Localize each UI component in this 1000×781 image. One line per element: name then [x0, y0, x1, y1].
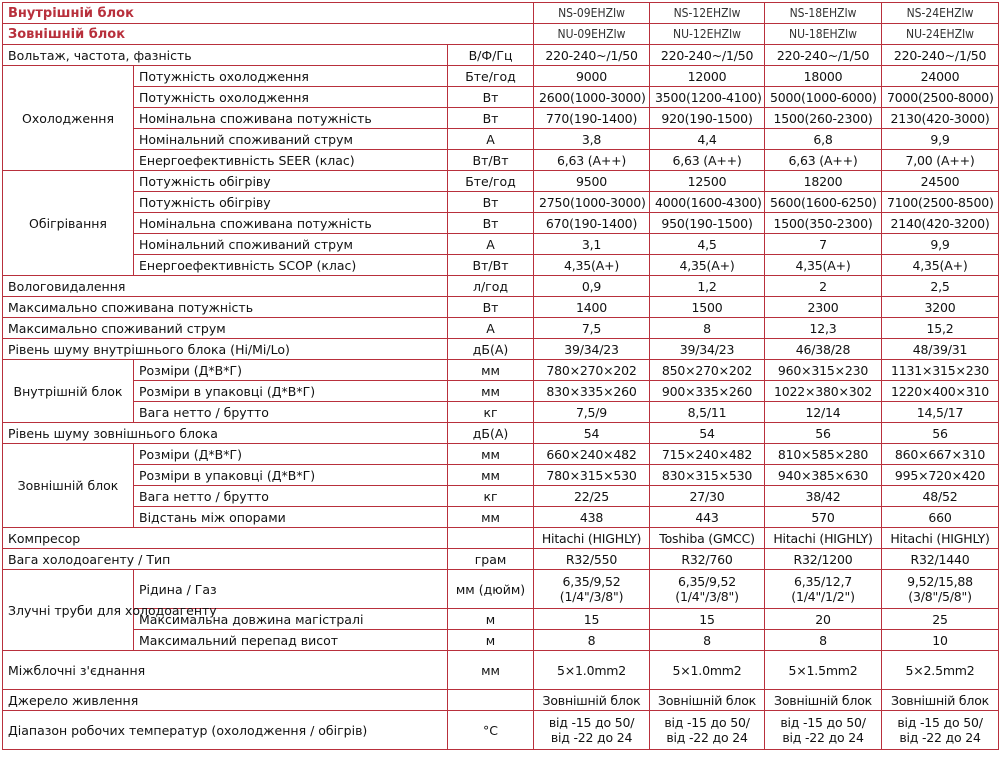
cell: 220-240~/1/50 [882, 45, 999, 66]
cell: 860×667×310 [882, 444, 999, 465]
outdoor-model-3: NU-18EHZIw [765, 24, 882, 45]
cell [882, 570, 999, 609]
cell: 2300 [765, 297, 882, 318]
cell: Зовнішній блок [650, 690, 765, 711]
cell [882, 711, 999, 750]
cell: Hitachi (HIGHLY) [534, 528, 650, 549]
cell: 2,5 [882, 276, 999, 297]
cell: 56 [765, 423, 882, 444]
cell: 5×1.0mm2 [650, 651, 765, 690]
cell: 810×585×280 [765, 444, 882, 465]
row-unit: А [448, 129, 534, 150]
table-row [3, 528, 999, 549]
row-unit: Вт [448, 213, 534, 234]
indoor-model-1: NS-09EHZIw [534, 3, 650, 24]
row-label: Номінальний споживаний струм [134, 129, 448, 150]
table-row [3, 423, 999, 444]
row-label: Розміри (Д*В*Г) [134, 444, 448, 465]
row-label: Максимальна довжина магістралі [134, 609, 448, 630]
row-label: Рівень шуму зовнішнього блока [3, 423, 448, 444]
cell [650, 711, 765, 750]
cell: 443 [650, 507, 765, 528]
cell: 54 [650, 423, 765, 444]
cell: 18000 [765, 66, 882, 87]
cell: 6,8 [765, 129, 882, 150]
cell: 950(190-1500) [650, 213, 765, 234]
row-unit: мм [448, 465, 534, 486]
row-label: Енергоефективність SEER (клас) [134, 150, 448, 171]
cell: 2140(420-3200) [882, 213, 999, 234]
cell: 830×315×530 [650, 465, 765, 486]
cell: 27/30 [650, 486, 765, 507]
cell: 4,5 [650, 234, 765, 255]
table-row [3, 213, 999, 234]
row-unit: мм (дюйм) [448, 570, 534, 609]
row-label: Потужність обігріву [134, 171, 448, 192]
row-label: Розміри в упаковці (Д*В*Г) [134, 465, 448, 486]
cell: 780×315×530 [534, 465, 650, 486]
cell: 995×720×420 [882, 465, 999, 486]
cell: 6,63 (A++) [765, 150, 882, 171]
row-label: Розміри (Д*В*Г) [134, 360, 448, 381]
header-row-outdoor [3, 24, 999, 45]
cell: 6,63 (A++) [534, 150, 650, 171]
cell-line-2: від -22 до 24 [899, 730, 981, 745]
cell: 660 [882, 507, 999, 528]
cell: 780×270×202 [534, 360, 650, 381]
indoor-model-4: NS-24EHZIw [882, 3, 999, 24]
cell: 220-240~/1/50 [765, 45, 882, 66]
group-label-indoor: Внутрішній блок [3, 360, 134, 423]
cell: R32/550 [534, 549, 650, 570]
row-unit: л/год [448, 276, 534, 297]
row-unit: дБ(А) [448, 339, 534, 360]
table-row [3, 711, 999, 750]
row-label: Відстань між опорами [134, 507, 448, 528]
spec-table [2, 2, 999, 750]
cell: 3500(1200-4100) [650, 87, 765, 108]
cell: 1500 [650, 297, 765, 318]
row-label: Вольтаж, частота, фазність [3, 45, 448, 66]
cell-line-1: від -15 до 50/ [664, 715, 750, 730]
row-label: Рідина / Газ [134, 570, 448, 609]
cell-line-1: від -15 до 50/ [780, 715, 866, 730]
table-row [3, 651, 999, 690]
cell: 2600(1000-3000) [534, 87, 650, 108]
table-row [3, 465, 999, 486]
row-unit: А [448, 234, 534, 255]
cell: 15 [534, 609, 650, 630]
table-row [3, 150, 999, 171]
cell-line-2: (1/4"/1/2") [791, 589, 855, 604]
row-label: Енергоефективність SCOP (клас) [134, 255, 448, 276]
group-label-outdoor: Зовнішній блок [3, 444, 134, 528]
cell: 54 [534, 423, 650, 444]
cell: 5×2.5mm2 [882, 651, 999, 690]
row-label: Вага нетто / брутто [134, 402, 448, 423]
cell: 12/14 [765, 402, 882, 423]
cell: R32/1200 [765, 549, 882, 570]
cell: 7000(2500-8000) [882, 87, 999, 108]
cell: 715×240×482 [650, 444, 765, 465]
cell: 9,9 [882, 234, 999, 255]
indoor-model-2: NS-12EHZIw [650, 3, 765, 24]
row-label: Потужність обігріву [134, 192, 448, 213]
indoor-unit-header: Внутрішній блок [3, 3, 534, 24]
table-row [3, 360, 999, 381]
cell: 1220×400×310 [882, 381, 999, 402]
row-unit: мм [448, 507, 534, 528]
cell: 3200 [882, 297, 999, 318]
row-label: Потужність охолодження [134, 87, 448, 108]
row-label: Компресор [3, 528, 448, 549]
row-label: Потужність охолодження [134, 66, 448, 87]
outdoor-model-2: NU-12EHZIw [650, 24, 765, 45]
cell: 920(190-1500) [650, 108, 765, 129]
table-row [3, 45, 999, 66]
row-label: Вологовидалення [3, 276, 448, 297]
table-row [3, 402, 999, 423]
cell: 4,35(A+) [765, 255, 882, 276]
cell-line-1: 6,35/9,52 [677, 574, 737, 589]
cell: 1022×380×302 [765, 381, 882, 402]
cell: 1131×315×230 [882, 360, 999, 381]
cell: 7 [765, 234, 882, 255]
cell: 670(190-1400) [534, 213, 650, 234]
cell: 12000 [650, 66, 765, 87]
cell: 4,4 [650, 129, 765, 150]
cell: 438 [534, 507, 650, 528]
cell: 24500 [882, 171, 999, 192]
cell: 12500 [650, 171, 765, 192]
cell-line-1: 6,35/9,52 [562, 574, 621, 589]
cell: 14,5/17 [882, 402, 999, 423]
cell-line-2: (1/4"/3/8") [675, 589, 739, 604]
cell: 2130(420-3000) [882, 108, 999, 129]
row-unit: грам [448, 549, 534, 570]
cell: 8 [650, 630, 765, 651]
cell: 1400 [534, 297, 650, 318]
cell: 10 [882, 630, 999, 651]
cell: 15,2 [882, 318, 999, 339]
cell: 8,5/11 [650, 402, 765, 423]
cell-line-2: (3/8"/5/8") [908, 589, 972, 604]
table-row [3, 276, 999, 297]
row-label: Максимально споживана потужність [3, 297, 448, 318]
row-unit: дБ(А) [448, 423, 534, 444]
row-unit: мм [448, 381, 534, 402]
cell: 20 [765, 609, 882, 630]
cell: 7,5/9 [534, 402, 650, 423]
row-unit [448, 528, 534, 549]
table-row [3, 630, 999, 651]
row-unit: В/Ф/Гц [448, 45, 534, 66]
row-label: Рівень шуму внутрішнього блока (Hi/Mi/Lo) [3, 339, 448, 360]
table-row [3, 108, 999, 129]
cell: 48/39/31 [882, 339, 999, 360]
cell: 1500(350-2300) [765, 213, 882, 234]
row-label: Вага холодоагенту / Тип [3, 549, 448, 570]
row-label: Діапазон робочих температур (охолодження / обігрів) [3, 711, 448, 750]
cell: 770(190-1400) [534, 108, 650, 129]
outdoor-model-4: NU-24EHZIw [882, 24, 999, 45]
row-unit: Вт/Вт [448, 255, 534, 276]
cell: 4,35(A+) [650, 255, 765, 276]
row-unit: Бте/год [448, 66, 534, 87]
cell: Зовнішній блок [534, 690, 650, 711]
row-label: Номінальна споживана потужність [134, 108, 448, 129]
table-row [3, 486, 999, 507]
row-unit: мм [448, 444, 534, 465]
table-row [3, 570, 999, 609]
cell: 22/25 [534, 486, 650, 507]
row-label: Номінальний споживаний струм [134, 234, 448, 255]
cell: 940×385×630 [765, 465, 882, 486]
row-unit: кг [448, 486, 534, 507]
cell-line-1: 6,35/12,7 [793, 574, 853, 589]
table-row [3, 507, 999, 528]
group-label-cooling: Охолодження [3, 66, 134, 171]
row-unit: Вт [448, 87, 534, 108]
table-row [3, 690, 999, 711]
cell: 660×240×482 [534, 444, 650, 465]
cell: 4,35(A+) [882, 255, 999, 276]
cell: 5600(1600-6250) [765, 192, 882, 213]
cell: 12,3 [765, 318, 882, 339]
cell: Toshiba (GMCC) [650, 528, 765, 549]
cell [765, 711, 882, 750]
cell: 220-240~/1/50 [650, 45, 765, 66]
cell-line-2: (1/4"/3/8") [559, 589, 624, 604]
table-row [3, 234, 999, 255]
cell: 9500 [534, 171, 650, 192]
table-row [3, 339, 999, 360]
outdoor-model-1: NU-09EHZIw [534, 24, 650, 45]
header-row-indoor [3, 3, 999, 24]
indoor-model-3: NS-18EHZIw [765, 3, 882, 24]
group-label-heating: Обігрівання [3, 171, 134, 276]
cell: 8 [650, 318, 765, 339]
outdoor-unit-header: Зовнішній блок [3, 24, 534, 45]
row-label: Максимальний перепад висот [134, 630, 448, 651]
group-label-pipes: Злучні труби для холодоагенту [3, 570, 134, 651]
row-unit: А [448, 318, 534, 339]
cell: 570 [765, 507, 882, 528]
cell: 24000 [882, 66, 999, 87]
row-label: Розміри в упаковці (Д*В*Г) [134, 381, 448, 402]
cell: 38/42 [765, 486, 882, 507]
cell: 5×1.0mm2 [534, 651, 650, 690]
cell: R32/760 [650, 549, 765, 570]
cell: 5×1.5mm2 [765, 651, 882, 690]
table-row [3, 192, 999, 213]
row-label: Вага нетто / брутто [134, 486, 448, 507]
cell: 830×335×260 [534, 381, 650, 402]
row-label: Максимально споживаний струм [3, 318, 448, 339]
cell: 2750(1000-3000) [534, 192, 650, 213]
cell: 18200 [765, 171, 882, 192]
cell: Зовнішній блок [882, 690, 999, 711]
table-row [3, 444, 999, 465]
row-unit: Вт [448, 297, 534, 318]
cell: 39/34/23 [534, 339, 650, 360]
cell: R32/1440 [882, 549, 999, 570]
cell: 5000(1000-6000) [765, 87, 882, 108]
table-row [3, 171, 999, 192]
row-unit [448, 690, 534, 711]
table-row [3, 87, 999, 108]
row-unit: кг [448, 402, 534, 423]
cell: Зовнішній блок [765, 690, 882, 711]
cell: 8 [765, 630, 882, 651]
cell: 7,5 [534, 318, 650, 339]
cell-line-2: від -22 до 24 [782, 730, 864, 745]
row-unit: Бте/год [448, 171, 534, 192]
cell: Hitachi (HIGHLY) [765, 528, 882, 549]
cell-line-1: 9,52/15,88 [907, 574, 973, 589]
cell: 960×315×230 [765, 360, 882, 381]
cell-line-2: від -22 до 24 [666, 730, 748, 745]
row-unit: Вт/Вт [448, 150, 534, 171]
row-unit: мм [448, 360, 534, 381]
cell: 6,63 (A++) [650, 150, 765, 171]
table-row [3, 255, 999, 276]
cell [765, 570, 882, 609]
cell: 15 [650, 609, 765, 630]
table-row [3, 318, 999, 339]
table-row [3, 381, 999, 402]
cell: Hitachi (HIGHLY) [882, 528, 999, 549]
cell: 4,35(A+) [534, 255, 650, 276]
cell: 56 [882, 423, 999, 444]
cell: 850×270×202 [650, 360, 765, 381]
row-unit: мм [448, 651, 534, 690]
cell: 48/52 [882, 486, 999, 507]
cell: 3,1 [534, 234, 650, 255]
cell: 9000 [534, 66, 650, 87]
table-row [3, 609, 999, 630]
row-unit: °C [448, 711, 534, 750]
row-label: Міжблочні з'єднання [3, 651, 448, 690]
cell: 7,00 (A++) [882, 150, 999, 171]
cell: 8 [534, 630, 650, 651]
row-label: Номінальна споживана потужність [134, 213, 448, 234]
cell: 0,9 [534, 276, 650, 297]
cell: 39/34/23 [650, 339, 765, 360]
cell: 1,2 [650, 276, 765, 297]
cell-line-1: від -15 до 50/ [548, 715, 635, 730]
row-unit: Вт [448, 192, 534, 213]
cell: 4000(1600-4300) [650, 192, 765, 213]
row-unit: м [448, 609, 534, 630]
cell: 2 [765, 276, 882, 297]
cell [534, 570, 650, 609]
table-row [3, 297, 999, 318]
cell: 3,8 [534, 129, 650, 150]
cell [534, 711, 650, 750]
cell: 46/38/28 [765, 339, 882, 360]
row-unit: м [448, 630, 534, 651]
table-row [3, 129, 999, 150]
cell: 900×335×260 [650, 381, 765, 402]
table-row [3, 549, 999, 570]
row-label: Джерело живлення [3, 690, 448, 711]
cell-line-2: від -22 до 24 [550, 730, 633, 745]
cell: 25 [882, 609, 999, 630]
cell: 9,9 [882, 129, 999, 150]
cell: 220-240~/1/50 [534, 45, 650, 66]
cell [650, 570, 765, 609]
cell-line-1: від -15 до 50/ [897, 715, 983, 730]
row-unit: Вт [448, 108, 534, 129]
cell: 7100(2500-8500) [882, 192, 999, 213]
cell: 1500(260-2300) [765, 108, 882, 129]
table-row [3, 66, 999, 87]
